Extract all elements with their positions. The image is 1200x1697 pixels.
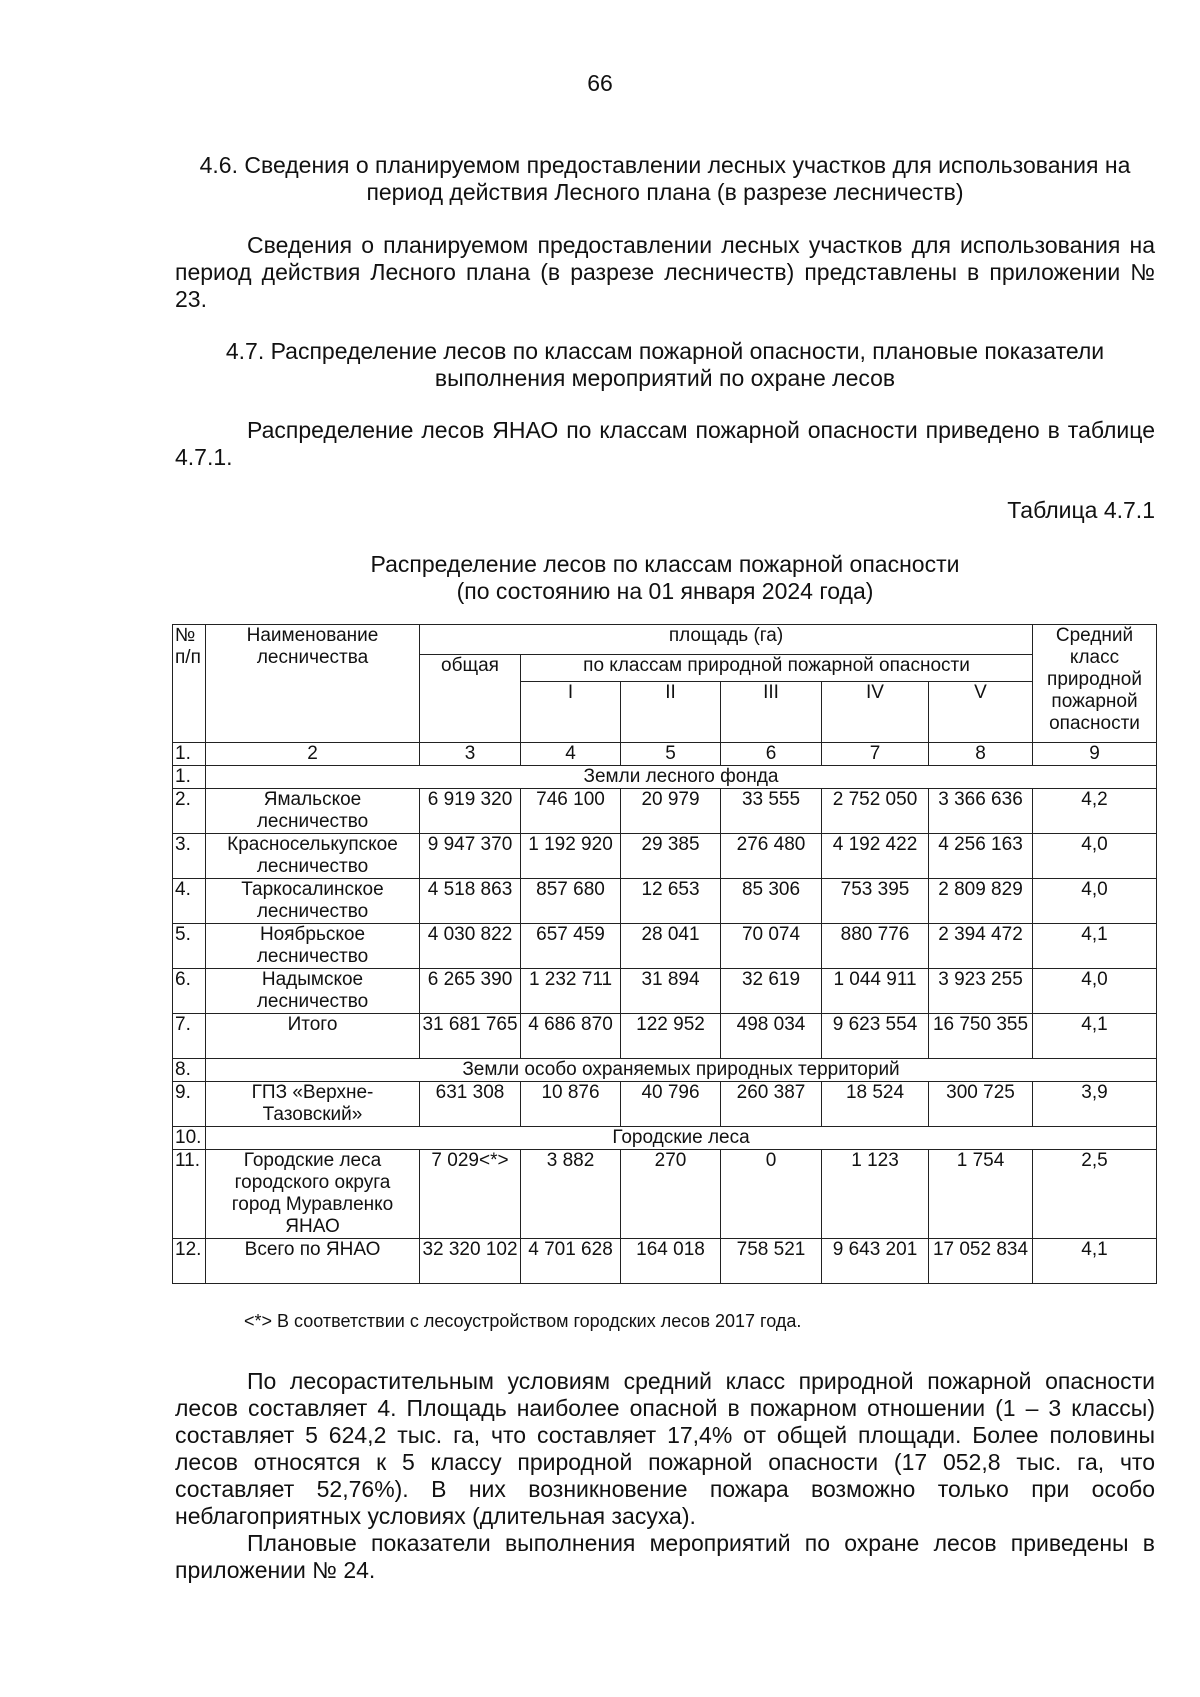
row-num: 5. xyxy=(173,924,206,969)
table-title-line-1: Распределение лесов по классам пожарной опасности xyxy=(370,551,960,577)
row-name: Ямальское лесничество xyxy=(206,789,420,834)
row-avg: 4,1 xyxy=(1033,1239,1157,1284)
column-numbers-row xyxy=(173,743,1157,766)
row-name: Всего по ЯНАО xyxy=(206,1239,420,1284)
row-name: Итого xyxy=(206,1014,420,1059)
col-number: 5 xyxy=(621,743,721,766)
row-class-3: 0 xyxy=(721,1150,822,1239)
header-class-2: II xyxy=(621,682,721,743)
row-avg: 4,0 xyxy=(1033,969,1157,1014)
row-class-5: 17 052 834 xyxy=(929,1239,1033,1284)
col-number: 4 xyxy=(521,743,621,766)
header-class-4: IV xyxy=(822,682,929,743)
header-class-3: III xyxy=(721,682,822,743)
row-class-3: 276 480 xyxy=(721,834,822,879)
row-class-5: 2 394 472 xyxy=(929,924,1033,969)
section-4-7-text-content: Распределение лесов ЯНАО по классам пожарной опасности приведено в таблице 4.7.1. xyxy=(175,417,1155,470)
row-name: Красноселькупское лесничество xyxy=(206,834,420,879)
row-name: ГПЗ «Верхне-Тазовский» xyxy=(206,1082,420,1127)
row-class-5: 300 725 xyxy=(929,1082,1033,1127)
table-row xyxy=(173,969,1157,1014)
table-footnote: <*> В соответствии с лесоустройством городских лесов 2017 года. xyxy=(244,1311,802,1331)
table-row xyxy=(173,1150,1157,1239)
row-class-2: 31 894 xyxy=(621,969,721,1014)
header-area: площадь (га) xyxy=(420,625,1033,655)
row-class-1: 10 876 xyxy=(521,1082,621,1127)
row-class-1: 3 882 xyxy=(521,1150,621,1239)
row-num: 12. xyxy=(173,1239,206,1284)
header-avg-class: Средний класс природной пожарной опасности xyxy=(1033,625,1157,743)
row-class-1: 4 686 870 xyxy=(521,1014,621,1059)
row-class-5: 3 923 255 xyxy=(929,969,1033,1014)
row-class-3: 260 387 xyxy=(721,1082,822,1127)
col-number: 7 xyxy=(822,743,929,766)
row-avg: 4,2 xyxy=(1033,789,1157,834)
page-number: 66 xyxy=(587,70,613,96)
section-4-7-text xyxy=(175,417,1155,471)
row-num: 4. xyxy=(173,879,206,924)
table-row xyxy=(173,924,1157,969)
header-num: № п/п xyxy=(173,625,206,743)
section-row-forest-fund xyxy=(173,766,1157,789)
header-class-1: I xyxy=(521,682,621,743)
section-row-urban xyxy=(173,1127,1157,1150)
row-class-1: 4 701 628 xyxy=(521,1239,621,1284)
row-avg: 3,9 xyxy=(1033,1082,1157,1127)
row-class-4: 9 643 201 xyxy=(822,1239,929,1284)
row-class-4: 4 192 422 xyxy=(822,834,929,879)
row-total: 6 919 320 xyxy=(420,789,521,834)
row-class-3: 70 074 xyxy=(721,924,822,969)
row-name: Надымское лесничество xyxy=(206,969,420,1014)
table-row xyxy=(173,834,1157,879)
section-4-6-text-content: Сведения о планируемом предоставлении лесных участков для использования на период действия Лесного плана (в разрезе лесничеств) представлены в приложении № 23. xyxy=(175,232,1155,312)
row-total: 4 518 863 xyxy=(420,879,521,924)
row-name: Таркосалинское лесничество xyxy=(206,879,420,924)
col-number: 3 xyxy=(420,743,521,766)
row-num: 9. xyxy=(173,1082,206,1127)
col-number: 1. xyxy=(173,743,206,766)
conclusion-paragraph-1 xyxy=(175,1368,1155,1530)
conclusion-text-1: По лесорастительным условиям средний класс природной пожарной опасности лесов составляет 4. Площадь наиболее опасной в пожарном отношении (1 – 3 классы) составляет 5 624,2 тыс. га, что составляет 17,4% от общей площади. Более половины лесов относятся к 5 классу природной пожарной опасности (17 052,8 тыс. га, что составляет 52,76%). В них возникновение пожара возможно только при особо неблагоприятных условиях (длительная засуха). xyxy=(175,1368,1155,1529)
row-class-5: 3 366 636 xyxy=(929,789,1033,834)
header-by-class: по классам природной пожарной опасности xyxy=(521,655,1033,682)
col-number: 9 xyxy=(1033,743,1157,766)
col-number: 6 xyxy=(721,743,822,766)
table-label: Таблица 4.7.1 xyxy=(1007,497,1155,523)
row-class-3: 498 034 xyxy=(721,1014,822,1059)
row-class-4: 18 524 xyxy=(822,1082,929,1127)
table-title xyxy=(175,551,1155,605)
row-class-2: 20 979 xyxy=(621,789,721,834)
row-class-4: 1 123 xyxy=(822,1150,929,1239)
row-avg: 4,1 xyxy=(1033,924,1157,969)
row-avg: 2,5 xyxy=(1033,1150,1157,1239)
header-class-5: V xyxy=(929,682,1033,743)
row-num: 2. xyxy=(173,789,206,834)
row-num: 6. xyxy=(173,969,206,1014)
row-class-1: 1 192 920 xyxy=(521,834,621,879)
section-num: 8. xyxy=(173,1059,206,1082)
row-name: Ноябрьское лесничество xyxy=(206,924,420,969)
row-class-2: 270 xyxy=(621,1150,721,1239)
row-class-2: 12 653 xyxy=(621,879,721,924)
row-class-3: 33 555 xyxy=(721,789,822,834)
row-num: 11. xyxy=(173,1150,206,1239)
row-total: 32 320 102 xyxy=(420,1239,521,1284)
row-class-1: 746 100 xyxy=(521,789,621,834)
row-class-1: 1 232 711 xyxy=(521,969,621,1014)
fire-danger-table xyxy=(172,624,1157,1284)
section-4-7-heading: 4.7. Распределение лесов по классам пожарной опасности, плановые показатели выполнения мероприятий по охране лесов xyxy=(225,338,1105,391)
section-num: 1. xyxy=(173,766,206,789)
table-row xyxy=(173,879,1157,924)
row-class-4: 880 776 xyxy=(822,924,929,969)
row-class-4: 1 044 911 xyxy=(822,969,929,1014)
header-name: Наименование лесничества xyxy=(206,625,420,743)
row-num: 3. xyxy=(173,834,206,879)
row-class-4: 2 752 050 xyxy=(822,789,929,834)
row-total: 6 265 390 xyxy=(420,969,521,1014)
table-row xyxy=(173,1082,1157,1127)
row-class-5: 1 754 xyxy=(929,1150,1033,1239)
table-row xyxy=(173,789,1157,834)
row-class-4: 753 395 xyxy=(822,879,929,924)
section-label: Городские леса xyxy=(206,1127,1157,1150)
section-label: Земли особо охраняемых природных территорий xyxy=(206,1059,1157,1082)
row-class-1: 657 459 xyxy=(521,924,621,969)
col-number: 8 xyxy=(929,743,1033,766)
row-num: 7. xyxy=(173,1014,206,1059)
table-row-subtotal xyxy=(173,1014,1157,1059)
table-row-grand-total xyxy=(173,1239,1157,1284)
row-class-3: 758 521 xyxy=(721,1239,822,1284)
row-class-5: 4 256 163 xyxy=(929,834,1033,879)
section-num: 10. xyxy=(173,1127,206,1150)
row-class-2: 28 041 xyxy=(621,924,721,969)
row-total: 4 030 822 xyxy=(420,924,521,969)
row-total: 9 947 370 xyxy=(420,834,521,879)
row-class-3: 32 619 xyxy=(721,969,822,1014)
row-avg: 4,0 xyxy=(1033,834,1157,879)
col-number: 2 xyxy=(206,743,420,766)
header-total: общая xyxy=(420,655,521,743)
header-row-1 xyxy=(173,625,1157,655)
conclusion-text-2: Плановые показатели выполнения мероприятий по охране лесов приведены в приложении № 24. xyxy=(175,1530,1155,1583)
row-class-1: 857 680 xyxy=(521,879,621,924)
row-total: 31 681 765 xyxy=(420,1014,521,1059)
row-name: Городские леса городского округа город Муравленко ЯНАО xyxy=(206,1150,420,1239)
row-total: 7 029<*> xyxy=(420,1150,521,1239)
row-class-2: 40 796 xyxy=(621,1082,721,1127)
row-total: 631 308 xyxy=(420,1082,521,1127)
row-class-2: 164 018 xyxy=(621,1239,721,1284)
table-title-line-2: (по состоянию на 01 января 2024 года) xyxy=(456,578,874,604)
row-avg: 4,0 xyxy=(1033,879,1157,924)
conclusion-paragraph-2 xyxy=(175,1530,1155,1584)
row-class-5: 16 750 355 xyxy=(929,1014,1033,1059)
row-class-3: 85 306 xyxy=(721,879,822,924)
row-class-5: 2 809 829 xyxy=(929,879,1033,924)
row-class-2: 122 952 xyxy=(621,1014,721,1059)
section-label: Земли лесного фонда xyxy=(206,766,1157,789)
section-row-protected xyxy=(173,1059,1157,1082)
row-class-4: 9 623 554 xyxy=(822,1014,929,1059)
section-4-6-text xyxy=(175,232,1155,313)
row-class-2: 29 385 xyxy=(621,834,721,879)
row-avg: 4,1 xyxy=(1033,1014,1157,1059)
section-4-6-heading: 4.6. Сведения о планируемом предоставлении лесных участков для использования на период действия Лесного плана (в разрезе лесничеств) xyxy=(199,152,1131,205)
